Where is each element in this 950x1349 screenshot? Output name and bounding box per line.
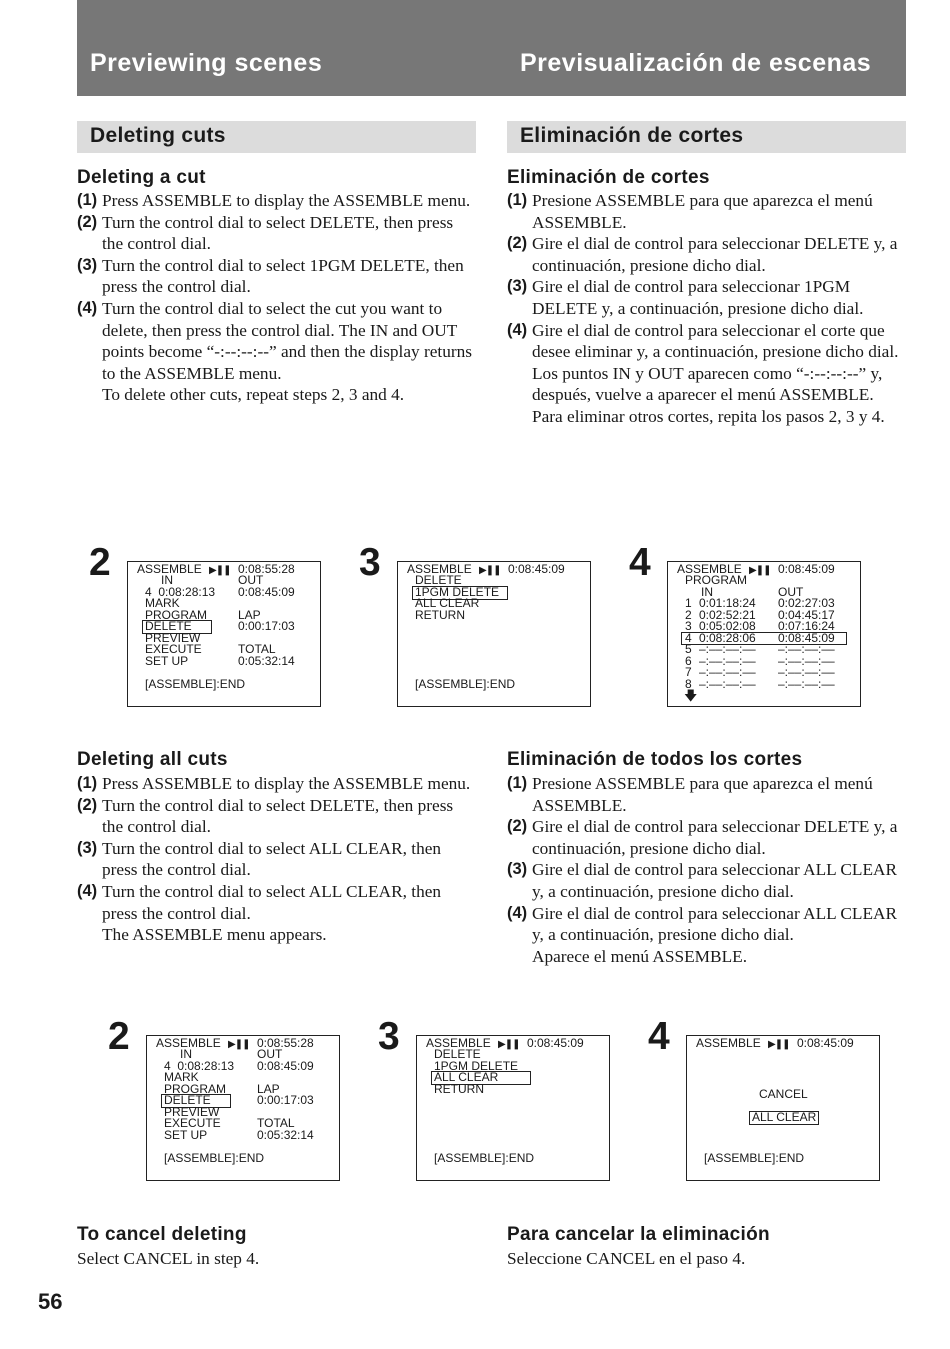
step-number: (4)	[507, 903, 528, 922]
lcd-screen-all-clear-confirm	[686, 1035, 880, 1181]
step-note: Los puntos IN y OUT aparecen como “-:--:--:--” y, después, vuelve a aparecer el menú ASSEMBLE. Para eliminar otros cortes, repita los pasos 2, 3 y 4.	[532, 363, 885, 426]
screen-text: 2	[685, 608, 692, 622]
screen-text: EXECUTE	[145, 642, 202, 656]
step-text: Presione ASSEMBLE para que aparezca el menú ASSEMBLE.	[532, 191, 873, 232]
screen-text: 0:08:45:09	[797, 1036, 854, 1050]
screen-text: 0:08:45:09	[238, 585, 295, 599]
section-bar-es	[507, 121, 906, 153]
screen-text: CANCEL	[759, 1087, 808, 1101]
screen-text: LAP	[257, 1082, 280, 1096]
screen-text: PREVIEW	[145, 631, 201, 645]
step-number: (2)	[507, 234, 528, 253]
step-text: Turn the control dial to select ALL CLEAR, then press the control dial.	[102, 838, 442, 880]
screen-text: 4 0:08:28:13	[164, 1059, 235, 1073]
screen-text: 0:04:45:17	[778, 608, 835, 622]
screen-text: 0:08:45:09	[778, 562, 835, 576]
page-title-es: Previsualización de escenas	[520, 49, 872, 77]
screen-text: 0:01:18:24	[699, 596, 756, 610]
step	[77, 212, 477, 255]
screen-text: 6	[685, 654, 692, 668]
cancel-heading-es: Para cancelar la eliminación	[507, 1224, 770, 1245]
screen-text: ASSEMBLE	[156, 1036, 221, 1050]
screen-text: SET UP	[145, 654, 189, 668]
screen-text: IN	[180, 1047, 192, 1061]
step	[77, 881, 477, 924]
figure-label: 3	[359, 541, 381, 584]
step-number: (3)	[77, 255, 98, 274]
screen-text: 0:02:52:21	[699, 608, 756, 622]
deleting-cut-heading-en: Deleting a cut	[77, 167, 206, 188]
deleting-all-steps-es	[507, 773, 907, 967]
screen-text: 0:02:27:03	[778, 596, 835, 610]
screen-selected-item: ALL CLEAR	[432, 1072, 530, 1084]
screen-text: –:––:––:––	[778, 642, 835, 656]
figure-label: 2	[89, 541, 111, 584]
lcd-screen-delete-menu	[416, 1035, 610, 1181]
screen-selected-item: DELETE	[143, 621, 211, 633]
cancel-heading-en: To cancel deleting	[77, 1224, 247, 1245]
section-title-es: Eliminación de cortes	[520, 124, 744, 147]
screen-text: IN	[161, 573, 173, 587]
screen-text: PREVIEW	[164, 1105, 220, 1119]
deleting-cut-steps-es	[507, 190, 907, 428]
screen-text: 5	[685, 642, 692, 656]
step	[507, 773, 907, 816]
step-number: (1)	[507, 191, 528, 209]
screen-text: ASSEMBLE	[677, 562, 742, 576]
step	[507, 903, 907, 946]
screen-text: RETURN	[434, 1082, 484, 1096]
step-number: (2)	[507, 817, 528, 836]
screen-text: RETURN	[415, 608, 465, 622]
screen-text: 0:08:55:28	[257, 1036, 314, 1050]
step	[507, 233, 907, 276]
step-text: Gire el dial de control para seleccionar 1PGM DELETE y, a continuación, presione dicho dial.	[532, 277, 864, 318]
play-pause-icon: ▶❚❚	[498, 1039, 520, 1050]
screen-text: [ASSEMBLE]:END	[164, 1151, 265, 1165]
screen-text: –:––:––:––	[699, 677, 756, 691]
step-number: (2)	[77, 212, 98, 231]
screen-text: ASSEMBLE	[426, 1036, 491, 1050]
step-text: Turn the control dial to select DELETE, then press the control dial.	[102, 212, 454, 254]
screen-text: ALL CLEAR	[415, 596, 480, 610]
play-pause-icon: ▶❚❚	[768, 1039, 790, 1050]
step-text: Gire el dial de control para seleccionar ALL CLEAR y, a continuación, presione dicho dial.	[532, 903, 898, 945]
screen-text: ASSEMBLE	[137, 562, 202, 576]
step	[77, 255, 477, 298]
screen-selected-item: DELETE	[162, 1095, 230, 1107]
screen-text: 0:00:17:03	[257, 1093, 314, 1107]
play-pause-icon: ▶❚❚	[479, 565, 501, 576]
lcd-screen-assemble-delete	[146, 1035, 340, 1181]
step-note: The ASSEMBLE menu appears.	[102, 925, 327, 945]
step	[507, 276, 907, 319]
screen-text: 0:08:45:09	[527, 1036, 584, 1050]
screen-text: DELETE	[434, 1047, 481, 1061]
step-number: (3)	[507, 860, 528, 879]
screen-text: 0:08:45:09	[508, 562, 565, 576]
deleting-all-heading-en: Deleting all cuts	[77, 749, 228, 770]
step-number: (1)	[77, 774, 98, 792]
step-number: (2)	[77, 795, 98, 814]
screen-text: 3	[685, 619, 692, 633]
deleting-cut-steps-en	[77, 190, 477, 406]
screen-text: –:––:––:––	[699, 654, 756, 668]
screen-text: 0:05:02:08	[699, 619, 756, 633]
step	[77, 298, 477, 384]
step-text: Turn the control dial to select the cut you want to delete, then press the control dial. The IN and OUT points become “-:--:--:--” and then the display returns to the ASSEMBLE menu.	[102, 298, 472, 383]
screen-text: LAP	[238, 608, 261, 622]
step	[507, 816, 907, 859]
screen-text: OUT	[257, 1047, 283, 1061]
screen-text: –:––:––:––	[778, 654, 835, 668]
screen-text: IN	[701, 585, 713, 599]
step-text: Press ASSEMBLE to display the ASSEMBLE menu.	[102, 191, 471, 210]
screen-text: PROGRAM	[685, 573, 748, 587]
step-note: To delete other cuts, repeat steps 2, 3 and 4.	[102, 385, 405, 405]
screen-text: 0:08:45:09	[778, 631, 835, 645]
screen-text: 4 0:08:28:13	[145, 585, 216, 599]
screen-selected-item: 1PGM DELETE	[413, 587, 507, 599]
figure-label: 2	[108, 1015, 130, 1058]
screen-text: 0:08:45:09	[257, 1059, 314, 1073]
figure-label: 3	[378, 1015, 400, 1058]
deleting-cut-heading-es: Eliminación de cortes	[507, 167, 710, 188]
deleting-all-heading-es: Eliminación de todos los cortes	[507, 749, 803, 770]
screen-text: –:––:––:––	[699, 665, 756, 679]
screen-text: PROGRAM	[145, 608, 208, 622]
step-number: (4)	[77, 298, 98, 317]
page-title-en: Previewing scenes	[90, 49, 323, 77]
step	[77, 190, 477, 212]
step-number: (3)	[77, 838, 98, 857]
step-text: Gire el dial de control para seleccionar ALL CLEAR y, a continuación, presione dicho dial.	[532, 860, 898, 901]
screen-text: 0:00:17:03	[238, 619, 295, 633]
step-text: Gire el dial de control para seleccionar DELETE y, a continuación, presione dicho dial.	[532, 234, 898, 275]
section-title-en: Deleting cuts	[90, 124, 226, 147]
screen-text: 1PGM DELETE	[434, 1059, 519, 1073]
figure-label: 4	[648, 1015, 670, 1058]
cancel-text-en: Select CANCEL in step 4.	[77, 1249, 260, 1268]
step-number: (1)	[77, 191, 98, 209]
step-text: Press ASSEMBLE to display the ASSEMBLE menu.	[102, 774, 471, 793]
step-text: Turn the control dial to select DELETE, then press the control dial.	[102, 795, 454, 837]
screen-text: OUT	[238, 573, 264, 587]
screen-text: 4	[685, 631, 692, 645]
deleting-all-steps-en	[77, 773, 477, 946]
screen-text: [ASSEMBLE]:END	[415, 677, 516, 691]
scroll-down-arrow-icon: 🡇	[684, 688, 698, 703]
section-bar-en	[77, 121, 476, 153]
step-note: Aparece el menú ASSEMBLE.	[532, 946, 748, 966]
play-pause-icon: ▶❚❚	[228, 1039, 250, 1050]
step-number: (4)	[77, 881, 98, 900]
screen-text: ASSEMBLE	[407, 562, 472, 576]
step	[507, 859, 907, 902]
screen-text: SET UP	[164, 1128, 208, 1142]
screen-text: 1	[685, 596, 692, 610]
step-text: Presione ASSEMBLE para que aparezca el menú ASSEMBLE.	[532, 774, 873, 815]
figure-label: 4	[629, 541, 651, 584]
step	[507, 190, 907, 233]
play-pause-icon: ▶❚❚	[749, 565, 771, 576]
screen-text: –:––:––:––	[778, 665, 835, 679]
lcd-screen-program-list	[667, 561, 861, 707]
screen-text: PROGRAM	[164, 1082, 227, 1096]
step	[77, 838, 477, 881]
step	[77, 773, 477, 795]
screen-text: 0:05:32:14	[238, 654, 295, 668]
header-bar	[77, 0, 906, 96]
screen-text: TOTAL	[238, 642, 276, 656]
screen-text: –:––:––:––	[778, 677, 835, 691]
screen-text: ASSEMBLE	[696, 1036, 761, 1050]
screen-text: 0:05:32:14	[257, 1128, 314, 1142]
lcd-screen-delete-menu	[397, 561, 591, 707]
screen-text: 7	[685, 665, 692, 679]
step-text: Turn the control dial to select 1PGM DELETE, then press the control dial.	[102, 255, 464, 297]
screen-text: 0:08:28:06	[699, 631, 756, 645]
screen-text: –:––:––:––	[699, 642, 756, 656]
screen-text: [ASSEMBLE]:END	[145, 677, 246, 691]
screen-text: DELETE	[415, 573, 462, 587]
step	[77, 795, 477, 838]
screen-selected-item: ALL CLEAR	[752, 1110, 817, 1124]
screen-text: MARK	[164, 1070, 199, 1084]
lcd-screen-assemble-delete	[127, 561, 321, 707]
screen-text: OUT	[778, 585, 804, 599]
screen-text: 0:08:55:28	[238, 562, 295, 576]
page-number: 56	[38, 1289, 63, 1314]
screen-text: [ASSEMBLE]:END	[434, 1151, 535, 1165]
play-pause-icon: ▶❚❚	[209, 565, 231, 576]
step	[507, 320, 907, 363]
step-number: (3)	[507, 277, 528, 296]
screen-text: EXECUTE	[164, 1116, 221, 1130]
screen-text: MARK	[145, 596, 180, 610]
step-text: Turn the control dial to select ALL CLEAR, then press the control dial.	[102, 881, 442, 923]
screen-text: 0:07:16:24	[778, 619, 835, 633]
step-text: Gire el dial de control para seleccionar DELETE y, a continuación, presione dicho dial.	[532, 817, 898, 858]
step-number: (4)	[507, 320, 528, 339]
step-number: (1)	[507, 774, 528, 792]
screen-text: [ASSEMBLE]:END	[704, 1151, 805, 1165]
step-text: Gire el dial de control para seleccionar el corte que desee eliminar y, a continuación, presione dicho dial.	[532, 320, 899, 362]
cancel-text-es: Seleccione CANCEL en el paso 4.	[507, 1249, 746, 1268]
screen-text: TOTAL	[257, 1116, 295, 1130]
screen-text: 8	[685, 677, 692, 691]
